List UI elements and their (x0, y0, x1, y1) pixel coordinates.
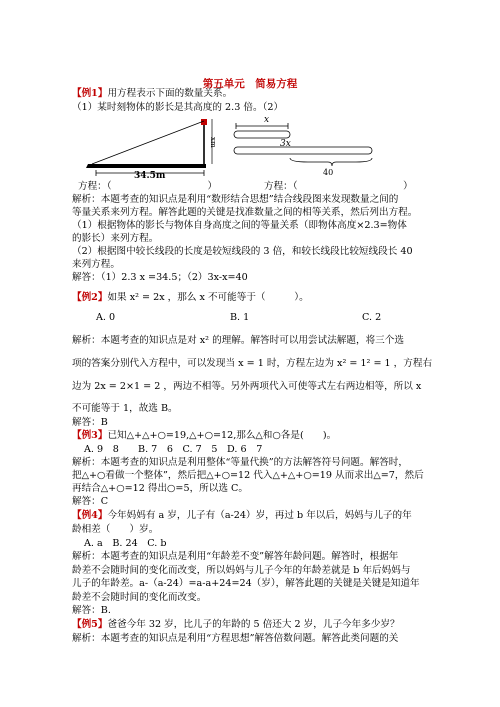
example-1-prompt-line (72, 87, 232, 101)
pole-height-label: xm (209, 137, 217, 148)
example-5-prompt-line (72, 618, 400, 632)
example-1-analysis-3: （1）根据物体的影长与物体自身高度之间的等量关系（即物体高度×2.3=物体 (72, 220, 407, 231)
example-1-sub1: （1）某时刻物体的影长是其高度的 2.3 倍。（2） (72, 102, 284, 113)
example-2-prompt: 如果 x² = 2x ，那么 x 不可能等于（ ）。 (107, 292, 309, 303)
example-4-tag: 【例4】 (72, 510, 108, 521)
example-1-analysis-5: （2）根据图中较长线段的长度是较短线段的 3 倍，和较长线段比较短线段长 40 (72, 246, 413, 257)
example-1-prompt: 用方程表示下面的数量关系。 (107, 88, 233, 99)
example-2-analysis-1: 解析：本题考查的知识点是对 x² 的理解。解答时可以用尝试法解题，将三个选 (72, 335, 404, 346)
example-1-answer: 解答：（1）2.3 x =34.5；（2）3x-x=40 (72, 272, 248, 283)
example-1-tag: 【例1】 (72, 88, 108, 99)
example-4-analysis-4: 龄差不会随时间的变化而改变。 (72, 592, 207, 603)
shadow-figure (78, 113, 218, 179)
example-2-analysis-3: 边为 2x = 2×1 = 2 ，两边不相等。另外两项代入可使等式左右两边相等，所以 x (72, 381, 422, 392)
difference-brace (290, 158, 372, 166)
example-4-options: A. a B. 24 C. b (84, 538, 167, 549)
example-2-option-a: A. 0 (96, 312, 116, 323)
example-3-answer: 解答：C (72, 496, 109, 507)
example-3-analysis-2: 把△+○看做一个整体”，然后把△+○=12 代入△+△+○=19 从而求出△=7，然后 (72, 470, 424, 481)
example-3-prompt: 已知△+△+○=19,△+○=12,那么△和○各是( )。 (107, 430, 337, 441)
example-2-analysis-2: 项的答案分别代入方程中，可以发现当 x = 1 时，方程左边为 x² = 1² = 1 ，方程右 (72, 358, 433, 369)
difference-label: 40 (323, 168, 334, 177)
example-2-answer: 解答：B (72, 417, 108, 428)
example-5-prompt: 爸爸今年 32 岁，比儿子的年龄的 5 倍还大 2 岁，儿子今年多少岁？ (107, 619, 400, 630)
long-segment-label: 3x (280, 139, 291, 149)
example-1-analysis-1: 解析：本题考查的知识点是利用“数形结合思想”结合线段图来发现数量之间的 (72, 194, 399, 205)
example-5-tag: 【例5】 (72, 619, 108, 630)
example-4-prompt-1: 今年妈妈有 a 岁，儿子有（a-24）岁，再过 b 年以后，妈妈与儿子的年 (107, 510, 412, 521)
ground-bar (86, 164, 206, 168)
example-4-prompt-2: 龄相差（ ）岁。 (72, 524, 159, 535)
short-segment-label: x (264, 115, 270, 125)
sun-ray-line (92, 121, 204, 164)
example-2-tag: 【例2】 (72, 292, 108, 303)
example-4-answer: 解答：B. (72, 605, 111, 616)
example-3-options: A. 9 8 B. 7 6 C. 7 5 D. 6 7 (84, 444, 263, 455)
example-5-analysis-1: 解析：本题考查的知识点是利用“方程思想”解答倍数问题。解答此类问题的关 (72, 633, 399, 644)
example-4-analysis-3: 儿子的年龄差。a-（a-24）=a-a+24=24（岁），解答此题的关键是关键是知道年 (72, 578, 420, 589)
segment-figure (228, 113, 378, 179)
example-4-analysis-2: 龄差不会随时间的变化而改变，所以妈妈与儿子今年的年龄差就是 b 年后妈妈与 (72, 565, 411, 576)
shadow-length-label: 34.5m (134, 171, 166, 179)
example-2-option-c: C. 2 (362, 312, 382, 323)
example-1-analysis-6: 来列方程。 (72, 259, 120, 270)
example-3-tag: 【例3】 (72, 430, 108, 441)
example-3-analysis-3: 再结合△+○=12 得出○=5，所以选 C。 (72, 483, 248, 494)
example-4-analysis-1: 解析：本题考查的知识点是利用“年龄差不变”解答年龄问题。解答时，根据年 (72, 551, 399, 562)
example-1-analysis-4: 的影长）来列方程。 (72, 233, 159, 244)
example-4-prompt-line (72, 509, 412, 523)
example-1-analysis-2: 等量关系来列方程。解答此题的关键是找准数量之间的相等关系，然后列出方程。 (72, 207, 418, 218)
example-2-analysis-4: 不可能等于 1，故选 B。 (72, 403, 178, 414)
short-segment-bar (234, 131, 290, 138)
long-segment-bar (234, 147, 372, 154)
example-3-prompt-line (72, 429, 336, 443)
example-1-blank-left[interactable]: 方程：（ ） (78, 181, 218, 192)
example-2-option-b: B. 1 (230, 312, 250, 323)
unit-title: 第五单元 简易方程 (202, 78, 298, 90)
example-1-blank-right[interactable]: 方程：（ ） (264, 181, 413, 192)
example-2-prompt-line (72, 291, 309, 305)
example-3-analysis-1: 解析：本题考查的知识点是利用整体“等量代换”的方法解答符号问题。解答时， (72, 457, 408, 468)
